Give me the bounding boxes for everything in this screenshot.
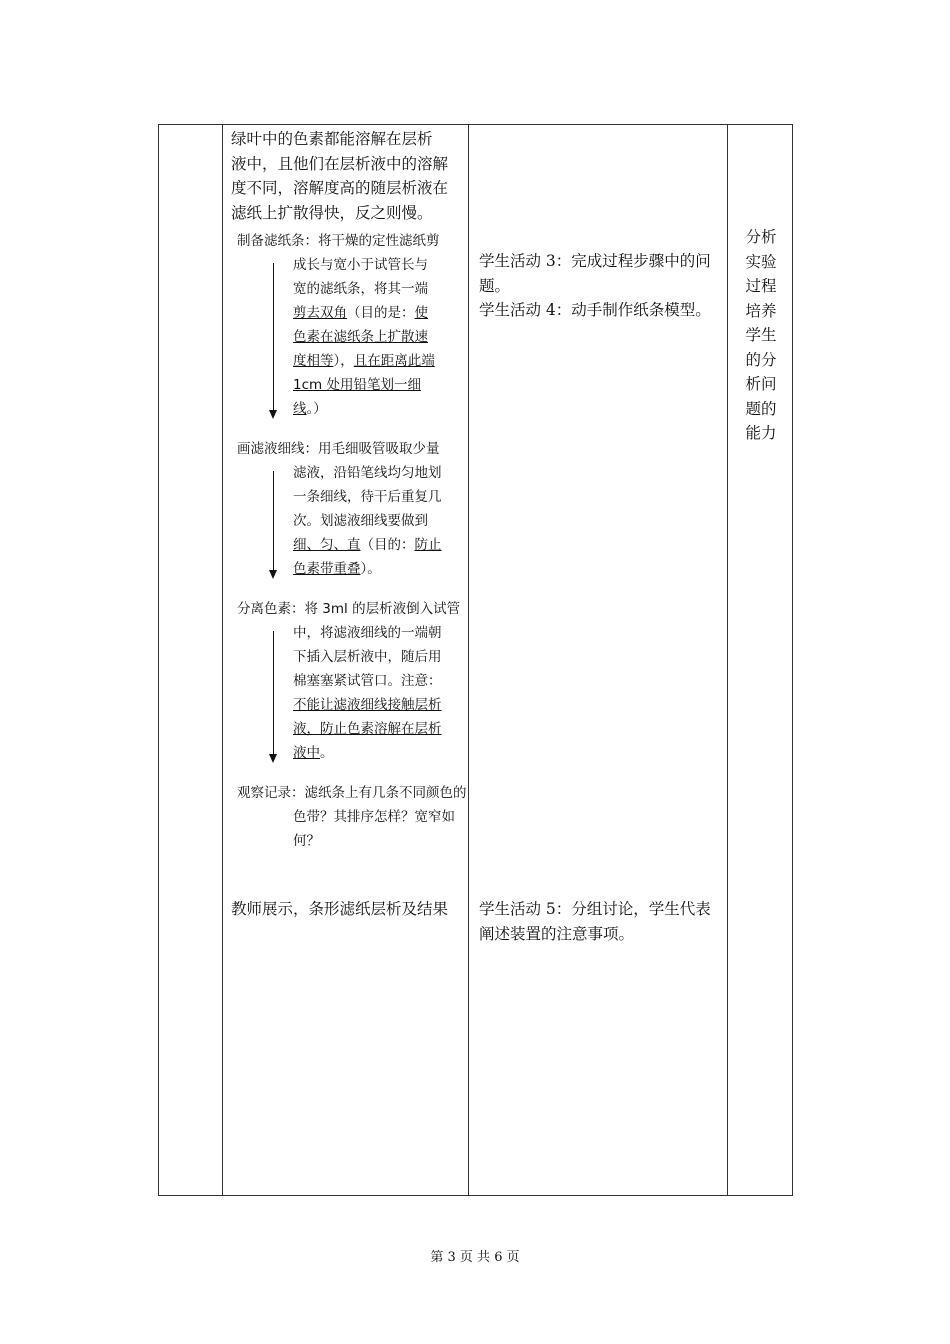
procedure-step [237, 781, 467, 853]
flow-arrow-icon [273, 471, 274, 577]
procedure-step [237, 437, 467, 581]
intent-line: 题的 [745, 399, 777, 418]
step-text: 且在距离此端 [353, 353, 435, 369]
step-text: 一条细线，待干后重复几 [293, 489, 442, 505]
student-activities-b [479, 897, 724, 946]
activity-line: 题。 [479, 276, 511, 295]
step-text: 不能让滤液细线接触层析 [293, 697, 442, 713]
step-text: 液中 [293, 745, 320, 761]
step-text: 下插入层析液中，随后用 [293, 649, 442, 665]
intent-line: 析问 [745, 375, 777, 393]
step-heading: 画滤液细线：用毛细吸管吸取少量 [237, 441, 440, 457]
intent-line: 实验 [745, 252, 777, 271]
intent-line: 的分 [745, 350, 777, 369]
step-line [293, 669, 467, 693]
step-text: ）， [333, 353, 354, 369]
activity-line: 学生活动 3：完成过程步骤中的问 [479, 252, 711, 270]
column-divider [222, 125, 223, 1195]
step-text: 液，防止色素溶解在层析 [293, 721, 442, 737]
page-footer: 第 3 页 共 6 页 [430, 1250, 520, 1265]
step-line [293, 253, 467, 277]
step-line [293, 349, 467, 373]
step-heading: 分离色素：将 3ml 的层析液倒入试管 [237, 601, 461, 617]
step-text: 色素带重叠 [293, 561, 361, 577]
activity-line: 学生活动 4：动手制作纸条模型。 [479, 301, 711, 319]
procedure-step [237, 597, 467, 765]
student-activities-a [479, 249, 724, 323]
step-text: 色素在滤纸条上扩散速 [293, 329, 428, 345]
step-body [237, 253, 467, 421]
step-text: 中，将滤液细线的一端朝 [293, 625, 442, 641]
step-line [293, 509, 467, 533]
column-divider [727, 125, 728, 1195]
step-line [293, 693, 467, 717]
procedure-step [237, 229, 467, 421]
step-line [293, 557, 467, 581]
step-text: ）。 [360, 561, 381, 577]
lesson-table [158, 124, 793, 1196]
step-line [293, 621, 467, 645]
step-text: 剪去双角 [293, 305, 347, 321]
step-body [237, 461, 467, 581]
step-text: 棉塞塞紧试管口。注意： [293, 673, 442, 689]
step-line [293, 741, 467, 765]
step-text: 细、匀、直 [293, 537, 361, 553]
step-line [293, 301, 467, 325]
step-body [237, 805, 467, 853]
intent-line: 培养 [745, 301, 777, 320]
step-text: 何？ [293, 833, 320, 849]
step-body [237, 621, 467, 765]
step-text: 色带？其排序怎样？宽窄如 [293, 809, 455, 825]
flow-arrow-icon [273, 631, 274, 761]
step-text: 度相等 [293, 353, 334, 369]
intro-line: 滤纸上扩散得快，反之则慢。 [231, 203, 433, 222]
step-text: 次。划滤液细线要做到 [293, 513, 428, 529]
intro-line: 绿叶中的色素都能溶解在层析 [231, 130, 433, 148]
intent-line: 学生 [745, 326, 777, 344]
step-line [293, 461, 467, 485]
step-text: 防止 [414, 537, 442, 553]
step-line [293, 829, 467, 853]
step-text: 。） [306, 401, 327, 417]
step-heading: 观察记录：滤纸条上有几条不同颜色的 [237, 785, 467, 801]
step-text: 宽的滤纸条，将其一端 [293, 281, 428, 297]
step-line [293, 277, 467, 301]
step-line [293, 485, 467, 509]
step-text: 线 [293, 401, 307, 417]
intro-line: 液中，且他们在层析液中的溶解 [231, 154, 449, 173]
teacher-demo-text: 教师展示，条形滤纸层析及结果 [231, 900, 449, 918]
step-text: 成长与宽小于试管长与 [293, 257, 428, 273]
step-line [293, 325, 467, 349]
step-text: （目的： [360, 537, 415, 553]
step-text: 使 [414, 305, 428, 321]
intent-line: 能力 [745, 424, 777, 442]
activity-line: 阐述装置的注意事项。 [479, 924, 635, 943]
step-line [293, 397, 467, 421]
step-text: 滤液，沿铅笔线均匀地划 [293, 465, 442, 481]
intent-line: 过程 [745, 277, 777, 295]
design-intent [741, 225, 781, 446]
column-divider [468, 125, 469, 1195]
activity-line: 学生活动 5：分组讨论，学生代表 [479, 900, 711, 918]
procedure-flowchart [237, 229, 467, 853]
flow-arrow-icon [273, 263, 274, 417]
step-text: （目的是： [347, 305, 415, 321]
step-line [293, 533, 467, 557]
step-heading: 制备滤纸条：将干燥的定性滤纸剪 [237, 233, 440, 249]
step-line [293, 805, 467, 829]
teacher-demo [231, 897, 467, 922]
step-text: 1cm 处用铅笔划一细 [293, 377, 421, 393]
step-text: 。 [320, 745, 334, 761]
intro-paragraph [231, 127, 467, 225]
step-line [293, 717, 467, 741]
intent-line: 分析 [745, 228, 777, 246]
intro-line: 度不同，溶解度高的随层析液在 [231, 179, 449, 197]
step-line [293, 373, 467, 397]
step-line [293, 645, 467, 669]
